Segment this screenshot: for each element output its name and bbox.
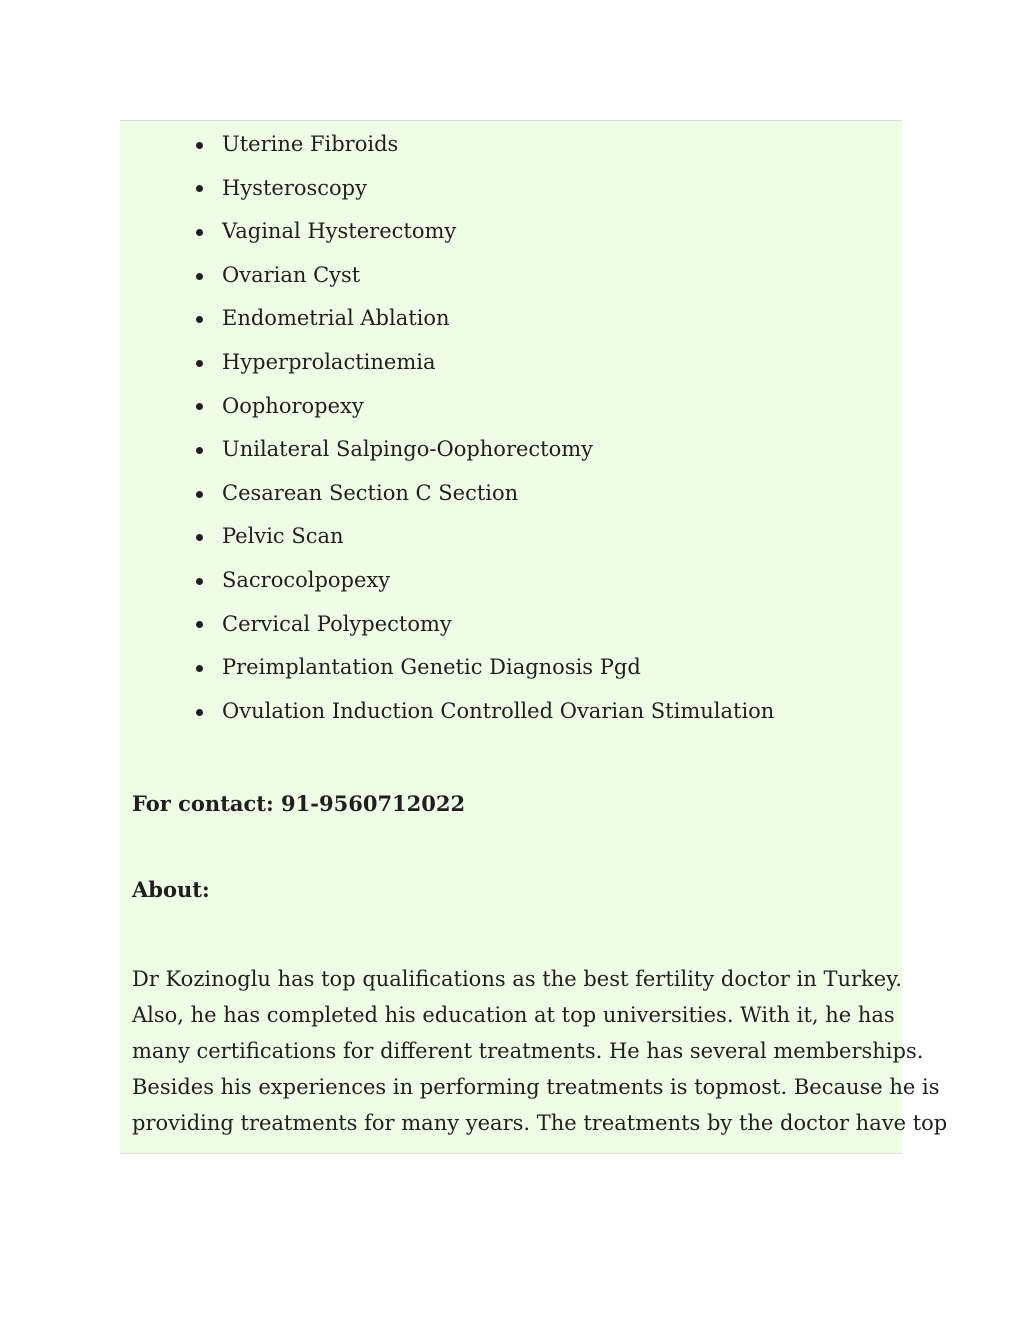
- service-label: Pelvic Scan: [222, 524, 344, 549]
- bullet-icon: [196, 142, 203, 149]
- list-item: [120, 515, 902, 559]
- service-label: Cervical Polypectomy: [222, 611, 452, 636]
- about-heading: About:: [132, 877, 210, 902]
- bullet-icon: [196, 534, 203, 541]
- bullet-icon: [196, 665, 203, 672]
- list-item: [120, 472, 902, 516]
- list-item: [120, 428, 902, 472]
- contact-line: For contact: 91-9560712022: [132, 791, 466, 816]
- bullet-icon: [196, 709, 203, 716]
- list-item: [120, 603, 902, 647]
- list-item: [120, 297, 902, 341]
- service-label: Hyperprolactinemia: [222, 349, 436, 374]
- paragraph-line: many certifications for different treatments. He has several memberships.: [132, 1039, 924, 1063]
- bullet-icon: [196, 229, 203, 236]
- list-item: [120, 385, 902, 429]
- list-item: [120, 167, 902, 211]
- list-item: [120, 341, 902, 385]
- list-item: [120, 254, 902, 298]
- content-panel: [120, 120, 948, 1154]
- service-label: Uterine Fibroids: [222, 132, 399, 156]
- service-label: Oophoropexy: [222, 393, 364, 418]
- bullet-icon: [196, 316, 203, 323]
- list-item: [120, 210, 902, 254]
- service-label: Preimplantation Genetic Diagnosis Pgd: [222, 655, 641, 680]
- service-label: Unilateral Salpingo-Oophorectomy: [222, 437, 594, 462]
- service-label: Ovulation Induction Controlled Ovarian Stimulation: [222, 698, 775, 723]
- bullet-icon: [196, 185, 203, 192]
- bullet-icon: [196, 273, 203, 280]
- list-item: [120, 646, 902, 690]
- list-item: [120, 559, 902, 603]
- list-item: [120, 123, 902, 167]
- bullet-icon: [196, 621, 203, 628]
- paragraph-line: Besides his experiences in performing treatments is topmost. Because he is: [132, 1075, 940, 1099]
- bullet-icon: [196, 491, 203, 498]
- paragraph-line: Also, he has completed his education at top universities. With it, he has: [132, 1003, 895, 1027]
- bullet-icon: [196, 403, 203, 410]
- bullet-icon: [196, 447, 203, 454]
- services-list: [120, 123, 902, 733]
- bullet-icon: [196, 578, 203, 585]
- about-paragraph: [132, 961, 948, 1141]
- service-label: Endometrial Ablation: [222, 306, 450, 331]
- paragraph-line: providing treatments for many years. The treatments by the doctor have top: [132, 1111, 948, 1135]
- service-label: Cesarean Section C Section: [222, 480, 519, 505]
- paragraph-line: Dr Kozinoglu has top qualifications as the best fertility doctor in Turkey.: [132, 967, 902, 991]
- bullet-icon: [196, 360, 203, 367]
- list-item: [120, 690, 902, 734]
- service-label: Sacrocolpopexy: [222, 567, 391, 592]
- service-label: Hysteroscopy: [222, 175, 367, 200]
- service-label: Ovarian Cyst: [222, 262, 361, 287]
- service-label: Vaginal Hysterectomy: [222, 219, 457, 244]
